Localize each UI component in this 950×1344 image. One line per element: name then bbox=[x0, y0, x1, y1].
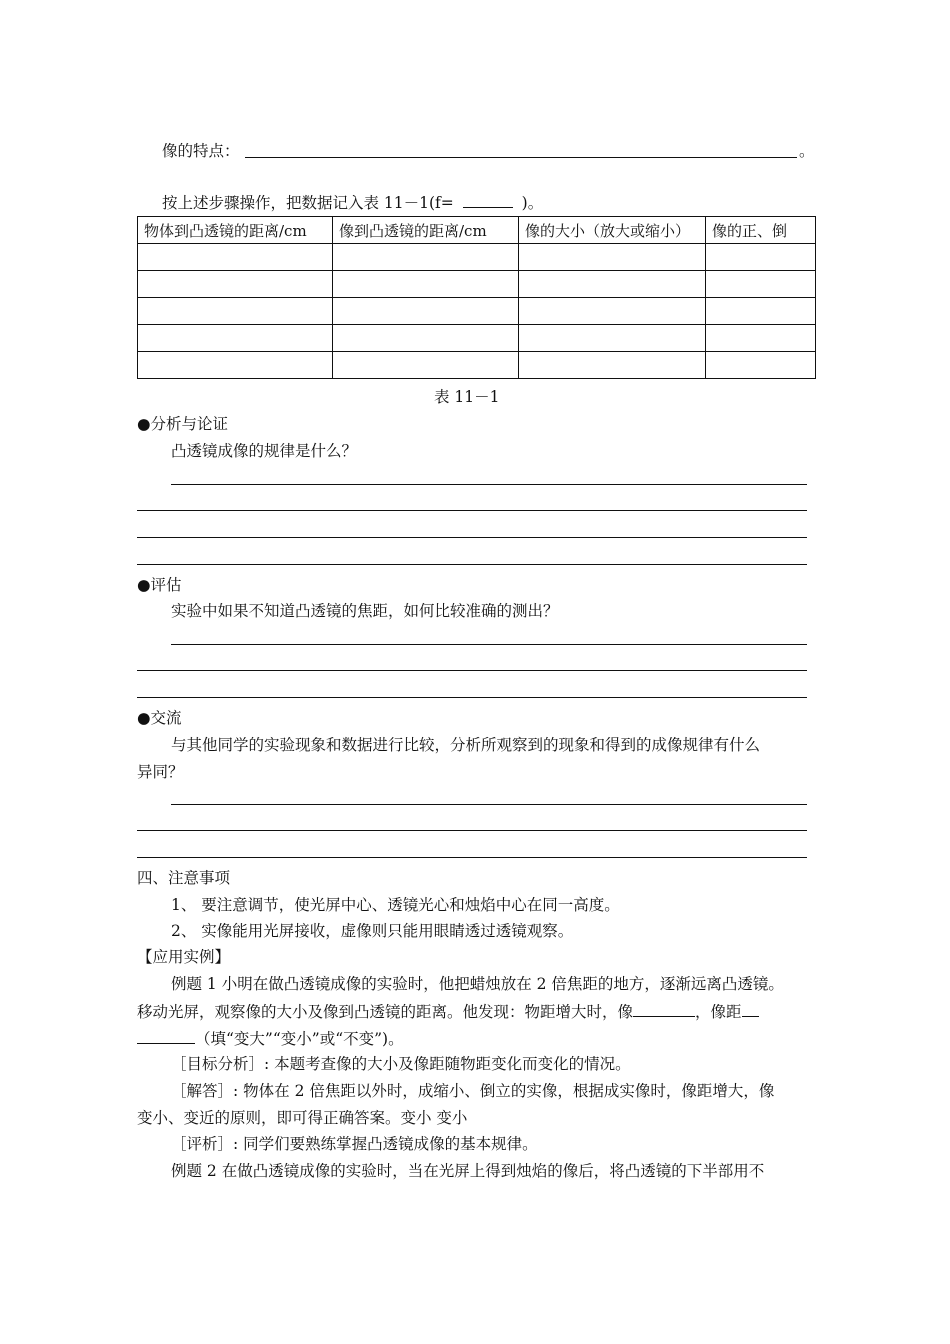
table-cell[interactable] bbox=[706, 244, 816, 271]
table-cell[interactable] bbox=[519, 271, 706, 298]
table-cell[interactable] bbox=[138, 244, 333, 271]
examples-title: 【应用实例】 bbox=[137, 948, 231, 966]
analysis-question: 凸透镜成像的规律是什么？ bbox=[171, 442, 358, 460]
evaluation-question: 实验中如果不知道凸透镜的焦距，如何比较准确的测出？ bbox=[171, 602, 559, 620]
image-features-end: 。 bbox=[799, 142, 815, 160]
example1-line3-text: （填“变大”“变小”或“不变”)。 bbox=[195, 1030, 404, 1048]
analysis-title: ●分析与论证 bbox=[137, 415, 229, 433]
table-cell[interactable] bbox=[333, 271, 519, 298]
table-cell[interactable] bbox=[138, 325, 333, 352]
answer-line[interactable] bbox=[137, 697, 807, 698]
answer-line[interactable] bbox=[137, 670, 807, 671]
evaluation-title: ●评估 bbox=[137, 576, 182, 594]
table-cell[interactable] bbox=[138, 271, 333, 298]
table-cell[interactable] bbox=[519, 298, 706, 325]
table-row bbox=[138, 352, 816, 379]
image-distance-blank-end[interactable] bbox=[137, 1028, 195, 1044]
answer-line[interactable] bbox=[137, 830, 807, 831]
image-size-blank[interactable] bbox=[633, 1001, 695, 1017]
header-image-distance: 像到凸透镜的距离/cm bbox=[333, 217, 519, 244]
notes-title: 四、注意事项 bbox=[137, 869, 231, 887]
example1-line1: 例题 1 小明在做凸透镜成像的实验时，他把蜡烛放在 2 倍焦距的地方，逐渐远离凸透镜。 bbox=[171, 975, 784, 993]
image-features-answer-line[interactable] bbox=[245, 157, 797, 158]
answer-line[interactable] bbox=[137, 510, 807, 511]
focal-length-blank[interactable] bbox=[463, 192, 513, 208]
answer-line[interactable] bbox=[171, 644, 807, 645]
table-cell[interactable] bbox=[138, 298, 333, 325]
answer-line[interactable] bbox=[171, 484, 807, 485]
example2-line1: 例题 2 在做凸透镜成像的实验时，当在光屏上得到烛焰的像后，将凸透镜的下半部用不 bbox=[171, 1162, 765, 1180]
table-cell[interactable] bbox=[333, 352, 519, 379]
exchange-question-line2: 异同？ bbox=[137, 763, 184, 781]
table-cell[interactable] bbox=[333, 325, 519, 352]
notes-item: 2、 实像能用光屏接收，虚像则只能用眼睛透过透镜观察。 bbox=[171, 922, 574, 940]
table-caption: 表 11－1 bbox=[434, 388, 500, 406]
exchange-question-line1: 与其他同学的实验现象和数据进行比较，分析所观察到的现象和得到的成像规律有什么 bbox=[171, 736, 761, 754]
notes-item: 1、 要注意调节，使光屏中心、透镜光心和烛焰中心在同一高度。 bbox=[171, 896, 620, 914]
answer-line[interactable] bbox=[137, 857, 807, 858]
example1-line2 bbox=[137, 1001, 759, 1022]
exchange-title: ●交流 bbox=[137, 709, 182, 727]
header-image-orientation: 像的正、倒 bbox=[706, 217, 816, 244]
table-cell[interactable] bbox=[519, 352, 706, 379]
header-image-size: 像的大小（放大或缩小） bbox=[519, 217, 706, 244]
table-cell[interactable] bbox=[333, 298, 519, 325]
answer-line[interactable] bbox=[137, 564, 807, 565]
answer-line1: ［解答］: 物体在 2 倍焦距以外时，成缩小、倒立的实像，根据成实像时，像距增大，像 bbox=[171, 1082, 775, 1100]
table-cell[interactable] bbox=[706, 298, 816, 325]
target-analysis: ［目标分析］: 本题考查像的大小及像距随物距变化而变化的情况。 bbox=[171, 1055, 631, 1073]
example1-line3 bbox=[137, 1028, 404, 1049]
table-intro-suffix: )。 bbox=[521, 194, 544, 212]
answer-line[interactable] bbox=[171, 804, 807, 805]
table-intro-prefix: 按上述步骤操作，把数据记入表 11－1(f= bbox=[162, 194, 454, 212]
image-features-label: 像的特点： bbox=[162, 142, 240, 160]
answer-line2: 变小、变近的原则，即可得正确答案。变小 变小 bbox=[137, 1109, 468, 1127]
table-cell[interactable] bbox=[333, 244, 519, 271]
table-row bbox=[138, 271, 816, 298]
table-cell[interactable] bbox=[519, 244, 706, 271]
table-cell[interactable] bbox=[706, 271, 816, 298]
example1-line2-text-a: 移动光屏，观察像的大小及像到凸透镜的距离。他发现：物距增大时，像 bbox=[137, 1003, 634, 1021]
table-cell[interactable] bbox=[706, 325, 816, 352]
table-cell[interactable] bbox=[138, 352, 333, 379]
table-row bbox=[138, 298, 816, 325]
table-row bbox=[138, 244, 816, 271]
data-table bbox=[137, 216, 816, 379]
image-distance-blank-start[interactable] bbox=[742, 1001, 759, 1017]
comment: ［评析］: 同学们要熟练掌握凸透镜成像的基本规律。 bbox=[171, 1135, 538, 1153]
table-cell[interactable] bbox=[519, 325, 706, 352]
table-header-row bbox=[138, 217, 816, 244]
table-row bbox=[138, 325, 816, 352]
table-intro bbox=[162, 192, 543, 213]
table-cell[interactable] bbox=[706, 352, 816, 379]
answer-line[interactable] bbox=[137, 537, 807, 538]
header-object-distance: 物体到凸透镜的距离/cm bbox=[138, 217, 333, 244]
example1-line2-text-b: ，像距 bbox=[695, 1003, 742, 1021]
